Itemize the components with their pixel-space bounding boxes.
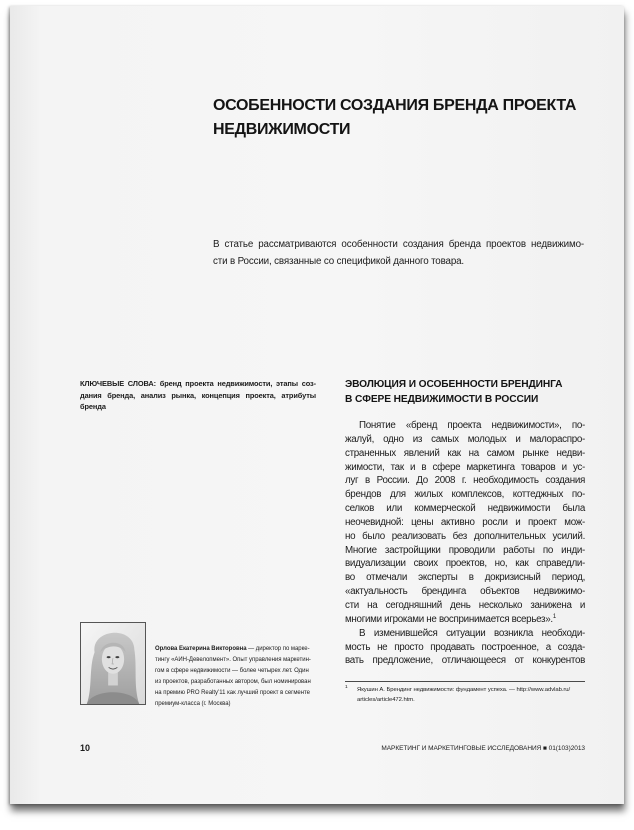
bio-line: на премию PRO Realty’11 как лучший проект в сегменте (155, 690, 310, 696)
keywords-label: КЛЮЧЕВЫЕ СЛОВА: (80, 379, 157, 388)
section-heading (345, 377, 585, 407)
body-line-text: многими игроками не воспринимается всерьез». (345, 613, 553, 625)
body-line: сти на сегодняшний день несколько занижена и (345, 599, 585, 611)
body-line: видуализации своих проектов, но, как справедли- (345, 558, 585, 570)
body-line: Понятие «бренд проекта недвижимости», по- (359, 420, 585, 431)
body-line: страненных явлений как на самом рынке недви- (345, 447, 585, 459)
body-line: «актуальность брендинга объектов недвижимо- (345, 586, 585, 598)
keywords-line: дания бренда, анализ рынка, концепция проекта, атрибуты (80, 390, 316, 400)
heading-line: ЭВОЛЮЦИЯ И ОСОБЕННОСТИ БРЕНДИНГА (345, 379, 563, 390)
body-line (345, 613, 585, 627)
author-name: Орлова Екатерина Викторовна (155, 646, 247, 652)
journal-footer (381, 744, 585, 754)
issue-separator: ■ (543, 745, 547, 752)
footnote-line: articles/article472.htm. (357, 696, 415, 703)
keywords-text: бренд проекта недвижимости, этапы соз- (159, 379, 316, 388)
left-eye (107, 656, 111, 658)
bio-line: гом в сфере недвижимости — более четырех лет. Один (155, 668, 309, 674)
article-abstract (213, 236, 584, 270)
footnote-line: Якушин А. Брендинг недвижимости: фундамент успеха. — http://www.advlab.ru/ (357, 686, 571, 693)
body-line: В изменившейся ситуации возникла необходи- (359, 627, 585, 639)
magazine-page (10, 6, 624, 804)
issue-number: 01(103)2013 (548, 745, 585, 752)
footnote (357, 685, 585, 705)
bio-line (155, 644, 323, 655)
bio-text: — директор по марке- (246, 646, 310, 652)
body-line: во отмечали эксперты в докризисный период, (345, 572, 585, 584)
body-line: брендов для жилых комплексов, коттеджных по- (345, 489, 585, 501)
body-line: вать предложение, отличающееся от конкурентов (345, 655, 585, 667)
body-line: мость не просто продавать построенное, а созда- (345, 641, 585, 653)
heading-line: В СФЕРЕ НЕДВИЖИМОСТИ В РОССИИ (345, 394, 539, 405)
body-text (345, 419, 585, 668)
keywords-line (80, 378, 316, 390)
author-bio (155, 644, 323, 710)
title-line: НЕДВИЖИМОСТИ (213, 121, 351, 138)
title-line: ОСОБЕННОСТИ СОЗДАНИЯ БРЕНДА ПРОЕКТА (213, 97, 577, 114)
bio-line: из проектов, разработанных автором, был номинирован (155, 679, 311, 685)
neck (108, 672, 118, 686)
body-line: луг в России. До 2008 г. необходимость создания (345, 475, 585, 487)
abstract-line: В статье рассматриваются особенности создания бренда проектов недвижимо- (213, 239, 584, 250)
body-line: жалуй, одно из самых молодых и малораспро- (345, 433, 585, 445)
footnote-rule (345, 681, 585, 682)
footnote-ref: 1 (552, 613, 557, 620)
footnote-number: 1 (345, 685, 348, 690)
bio-line: тингу «АИН-Девелопмент». Опыт управления маркетин- (155, 657, 311, 663)
abstract-line: сти в России, связанные со спецификой данного товара. (213, 256, 465, 267)
body-line: Многие застройщики проводили работы по инди- (345, 544, 585, 556)
article-title (213, 94, 576, 142)
right-eye (115, 656, 119, 658)
body-line: жимости, так и в сфере маркетинга товаров и ус- (345, 461, 585, 473)
keywords-line: бренда (80, 402, 106, 411)
journal-name: МАРКЕТИНГ И МАРКЕТИНГОВЫЕ ИССЛЕДОВАНИЯ (381, 745, 542, 752)
body-line: селков или коммерческой недвижимости была (345, 503, 585, 515)
page-number: 10 (80, 743, 91, 753)
body-line: но было реализовать без дополнительных усилий. (345, 530, 585, 542)
body-line: неочевидной: цены активно росли и проект мож- (345, 516, 585, 528)
keywords-block (80, 378, 316, 413)
bio-line: премиум-класса (г. Москва) (155, 701, 231, 707)
author-photo (80, 622, 146, 705)
